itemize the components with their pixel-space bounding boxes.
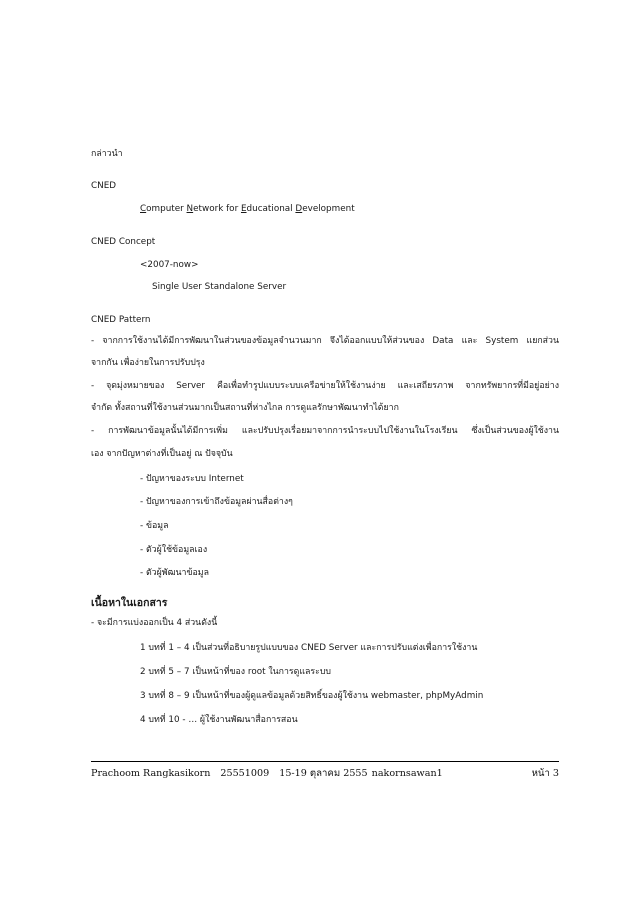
cned-expansion bbox=[140, 203, 355, 215]
initial-c: C bbox=[140, 204, 147, 214]
initial-n: N bbox=[186, 204, 194, 214]
pattern-paragraph-3-line-1: - การพัฒนาข้อมูลนั้นได้มีการเพิ่ม และปรับปรุงเรื่อยมาจากการนำระบบไปใช้งานในโรงเรียน ซึ่งเป็นส่วนของผู้ใช้งาน bbox=[91, 426, 559, 436]
footer-info bbox=[91, 766, 443, 781]
concept-heading: CNED Concept bbox=[91, 237, 156, 247]
footer-divider bbox=[91, 761, 559, 762]
contents-intro: - จะมีการแบ่งออกเป็น 4 ส่วนดังนี้ bbox=[91, 618, 218, 628]
contents-item: 2 บทที่ 5 – 7 เป็นหน้าที่ของ root ในการดูแลระบบ bbox=[140, 667, 332, 677]
page-number: หน้า 3 bbox=[531, 768, 559, 779]
issue-item: - ปัญหาของระบบ Internet bbox=[140, 474, 244, 484]
word-rest-e: ducational bbox=[246, 204, 296, 214]
word-rest-n: etwork for bbox=[193, 204, 241, 214]
word-rest-c: omputer bbox=[146, 204, 187, 214]
contents-heading: เนื้อหาในเอกสาร bbox=[91, 597, 168, 609]
concept-mode: Single User Standalone Server bbox=[152, 282, 287, 292]
pattern-paragraph-3-line-2: เอง จากปัญหาต่างที่เป็นอยู่ ณ ปัจจุบัน bbox=[91, 449, 233, 459]
initial-e: E bbox=[240, 204, 247, 214]
contents-item: 4 บทที่ 10 - … ผู้ใช้งานพัฒนาสื่อการสอน bbox=[140, 715, 298, 725]
pattern-paragraph-2-line-1: - จุดมุ่งหมายของ Server คือเพื่อทำรูปแบบระบบเครือข่ายให้ใช้งานง่าย และเสถียรภาพ จากทรัพยากรที่มีอยู่อย่าง bbox=[91, 381, 559, 391]
intro-heading: กล่าวนำ bbox=[91, 149, 123, 159]
issue-item: - ปัญหาของการเข้าถึงข้อมูลผ่านสื่อต่างๆ bbox=[140, 497, 293, 507]
contents-item: 1 บทที่ 1 – 4 เป็นส่วนที่อธิบายรูปแบบของ CNED Server และการปรับแต่งเพื่อการใช้งาน bbox=[140, 643, 478, 653]
pattern-paragraph-1-line-2: จากกัน เพื่อง่ายในการปรับปรุง bbox=[91, 358, 205, 368]
issue-item: - ตัวผู้พัฒนาข้อมูล bbox=[140, 568, 209, 578]
concept-period: <2007-now> bbox=[140, 260, 199, 270]
footer-date: 15-19 ตุลาคม 2555 bbox=[279, 768, 368, 779]
initial-d: D bbox=[295, 204, 303, 214]
issue-item: - ตัวผู้ใช้ข้อมูลเอง bbox=[140, 545, 208, 555]
contents-item: 3 บทที่ 8 – 9 เป็นหน้าที่ของผู้ดูแลข้อมูลด้วยสิทธิ์ของผู้ใช้งาน webmaster, phpMyAdmin bbox=[140, 691, 484, 701]
word-rest-d: evelopment bbox=[302, 204, 355, 214]
footer-location: nakornsawan1 bbox=[371, 768, 443, 779]
pattern-paragraph-1-line-1: - จากการใช้งานได้มีการพัฒนาในส่วนของข้อมูลจำนวนมาก จึงได้ออกแบบให้ส่วนของ Data และ System แยกส่วน bbox=[91, 336, 559, 346]
footer-author: Prachoom Rangkasikorn bbox=[91, 768, 211, 779]
cned-heading: CNED bbox=[91, 181, 117, 191]
pattern-heading: CNED Pattern bbox=[91, 315, 151, 325]
issue-item: - ข้อมูล bbox=[140, 521, 169, 531]
footer-number: 25551009 bbox=[220, 768, 270, 779]
pattern-paragraph-2-line-2: จำกัด ทั้งสถานที่ใช้งานส่วนมากเป็นสถานที่ห่างไกล การดูแลรักษาพัฒนาทำได้ยาก bbox=[91, 403, 399, 413]
page-footer bbox=[91, 766, 559, 782]
